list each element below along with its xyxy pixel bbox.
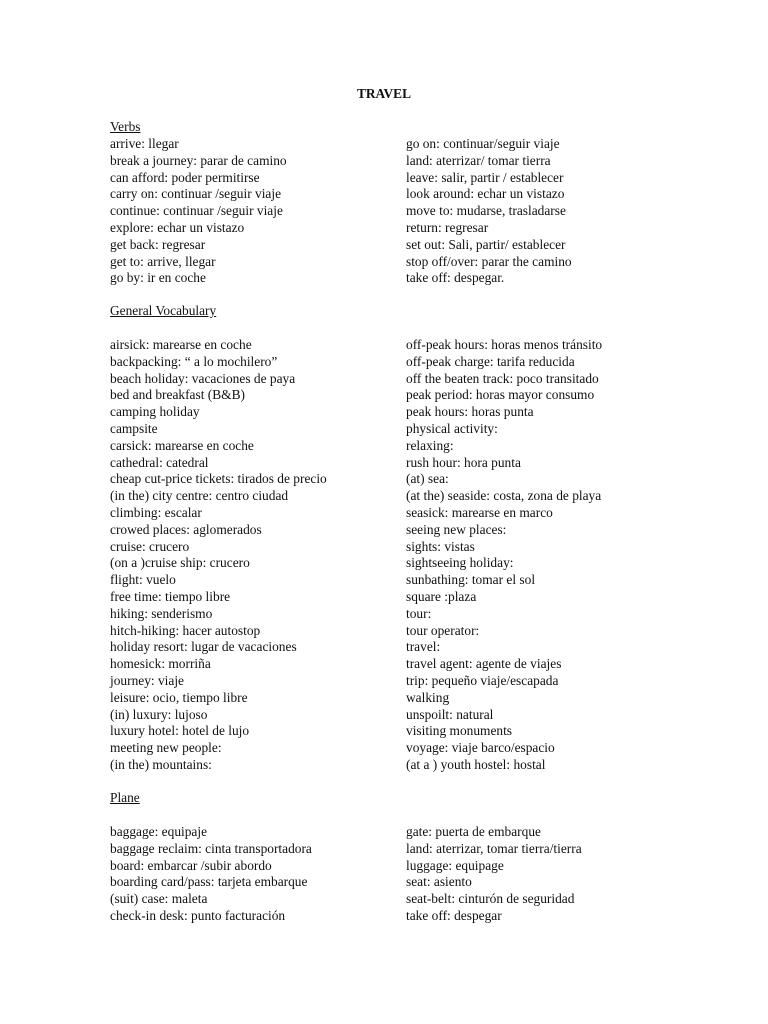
vocab-entry: (suit) case: maleta [110, 891, 208, 907]
vocab-entry: (on a )cruise ship: crucero [110, 555, 250, 571]
plane-heading: Plane [110, 790, 140, 805]
vocab-entry: baggage reclaim: cinta transportadora [110, 840, 312, 856]
vocab-entry: break a journey: parar de camino [110, 152, 287, 168]
vocab-entry: tour: [406, 605, 432, 621]
vocab-entry: move to: mudarse, trasladarse [406, 203, 566, 219]
vocab-entry: seeing new places: [406, 521, 507, 537]
vocab-entry: off the beaten track: poco transitado [406, 370, 599, 386]
vocab-entry: voyage: viaje barco/espacio [406, 740, 555, 756]
vocab-entry: journey: viaje [110, 672, 184, 688]
vocab-entry: can afford: poder permitirse [110, 169, 260, 185]
vocab-entry: off-peak hours: horas menos tránsito [406, 337, 603, 352]
vocab-entry: carry on: continuar /seguir viaje [110, 186, 282, 202]
vocab-entry: beach holiday: vacaciones de paya [110, 370, 296, 386]
vocab-entry: set out: Sali, partir/ establecer [406, 236, 566, 252]
general-left-column [110, 337, 327, 774]
vocab-entry: take off: despegar. [406, 270, 505, 286]
vocab-entry: seat: asiento [406, 874, 472, 890]
vocab-entry: look around: echar un vistazo [406, 186, 565, 202]
vocab-entry: peak hours: horas punta [406, 404, 534, 420]
vocab-entry: board: embarcar /subir abordo [110, 857, 272, 873]
vocab-entry: climbing: escalar [110, 504, 202, 520]
vocab-entry: check-in desk: punto facturación [110, 907, 286, 923]
vocab-entry: homesick: morriña [110, 656, 211, 672]
vocab-entry: boarding card/pass: tarjeta embarque [110, 874, 308, 890]
vocab-entry: campsite [110, 420, 158, 436]
vocab-entry: travel agent: agente de viajes [406, 656, 562, 672]
verbs-left-column [110, 136, 287, 287]
vocab-entry: explore: echar un vistazo [110, 219, 245, 235]
vocab-entry: luggage: equipage [406, 857, 504, 873]
general-vocabulary-heading: General Vocabulary [110, 303, 217, 318]
vocab-entry: go by: ir en coche [110, 270, 206, 286]
vocab-entry: tour operator: [406, 622, 480, 638]
vocab-entry: off-peak charge: tarifa reducida [406, 353, 575, 369]
vocab-entry: hiking: senderismo [110, 605, 213, 621]
verbs-right-column [406, 136, 572, 287]
vocab-entry: (in the) mountains: [110, 756, 212, 772]
vocab-entry: seasick: marearse en marco [406, 504, 553, 520]
vocab-entry: bed and breakfast (B&B) [110, 387, 245, 403]
vocab-entry: cruise: crucero [110, 538, 190, 554]
general-right-column [406, 337, 602, 774]
plane-left-column [110, 824, 312, 925]
page-title: TRAVEL [356, 86, 412, 101]
vocab-entry: leisure: ocio, tiempo libre [110, 689, 248, 705]
vocab-entry: rush hour: hora punta [406, 454, 521, 470]
vocab-entry: cathedral: catedral [110, 454, 209, 470]
vocab-entry: land: aterrizar, tomar tierra/tierra [406, 840, 582, 856]
vocab-entry: travel: [406, 639, 441, 655]
plane-right-column [406, 824, 582, 925]
vocab-entry: physical activity: [406, 420, 498, 436]
vocab-entry: seat-belt: cinturón de seguridad [406, 891, 575, 907]
vocab-entry: sightseeing holiday: [406, 555, 514, 571]
vocab-entry: sunbathing: tomar el sol [406, 572, 536, 588]
vocab-entry: baggage: equipaje [110, 824, 208, 839]
vocab-entry: get back: regresar [110, 236, 206, 252]
vocab-entry: take off: despegar [406, 907, 502, 923]
vocab-entry: hitch-hiking: hacer autostop [110, 622, 261, 638]
vocab-entry: (at the) seaside: costa, zona de playa [406, 488, 602, 504]
vocab-entry: (at) sea: [406, 471, 449, 487]
vocab-entry: relaxing: [406, 437, 454, 453]
vocab-entry: crowed places: aglomerados [110, 521, 262, 537]
vocab-entry: visiting monuments [406, 723, 513, 739]
vocab-entry: leave: salir, partir / establecer [406, 169, 564, 185]
vocab-entry: (at a ) youth hostel: hostal [406, 756, 546, 772]
vocab-entry: carsick: marearse en coche [110, 437, 254, 453]
vocab-entry: (in the) city centre: centro ciudad [110, 488, 289, 504]
verbs-heading: Verbs [110, 119, 141, 134]
vocab-entry: continue: continuar /seguir viaje [110, 203, 283, 219]
vocab-entry: free time: tiempo libre [110, 588, 231, 604]
vocab-entry: go on: continuar/seguir viaje [406, 136, 560, 151]
vocab-entry: land: aterrizar/ tomar tierra [406, 152, 551, 168]
vocab-entry: airsick: marearse en coche [110, 337, 252, 352]
vocab-entry: meeting new people: [110, 740, 222, 756]
vocab-entry: backpacking: “ a lo mochilero” [110, 353, 278, 369]
vocab-entry: return: regresar [406, 219, 489, 235]
vocab-entry: peak period: horas mayor consumo [406, 387, 595, 403]
vocab-entry: gate: puerta de embarque [406, 824, 541, 839]
vocab-entry: sights: vistas [406, 538, 475, 554]
vocab-entry: camping holiday [110, 404, 200, 420]
vocab-entry: unspoilt: natural [406, 706, 494, 722]
vocab-entry: trip: pequeño viaje/escapada [406, 672, 559, 688]
vocab-entry: square :plaza [406, 588, 477, 604]
vocab-entry: luxury hotel: hotel de lujo [110, 723, 250, 739]
vocab-entry: holiday resort: lugar de vacaciones [110, 639, 297, 655]
vocab-entry: stop off/over: parar the camino [406, 253, 572, 269]
vocab-entry: cheap cut-price tickets: tirados de precio [110, 471, 327, 487]
vocab-entry: walking [406, 689, 450, 705]
vocab-entry: (in) luxury: lujoso [110, 706, 208, 722]
vocab-entry: flight: vuelo [110, 572, 176, 588]
vocab-entry: arrive: llegar [110, 136, 179, 151]
vocab-entry: get to: arrive, llegar [110, 253, 216, 269]
